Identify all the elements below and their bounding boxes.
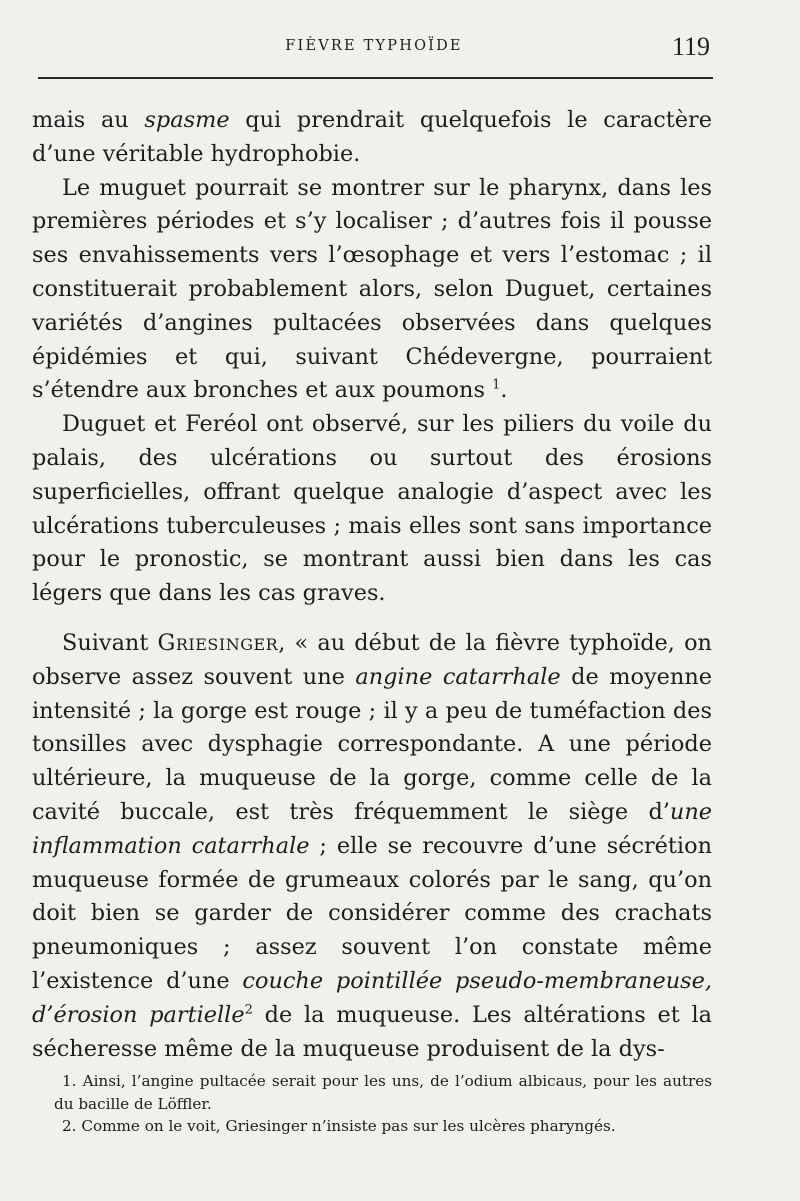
paragraph-1 xyxy=(32,104,712,172)
footnote-2: 2. Comme on le voit, Griesinger n’insiste pas sur les ulcères pharyngés. xyxy=(62,1117,616,1135)
text-run: qui prendrait quelquefois le caractère d’une véritable hydrophobie. xyxy=(32,107,712,167)
text-run: Duguet et Feréol ont observé, sur les piliers du voile du palais, des ulcérations ou surtout des érosions superficielles, offrant quelque analogie d’aspect avec les ulcérations tuberculeuses ; mais elles sont sans importance pour le pronostic, se montrant aussi bien dans les cas légers que dans les cas graves. xyxy=(32,411,712,607)
paragraph-3 xyxy=(32,408,712,611)
running-title: FIÈVRE TYPHOÏDE xyxy=(285,38,463,54)
footnote-1: 1. Ainsi, l’angine pultacée serait pour les uns, de l’odium albicaus, pour les autres du bacille de Löffler. xyxy=(54,1072,712,1113)
main-text xyxy=(32,104,712,1066)
italic-text: couche pointillée pseudo-membraneuse, d’érosion partielle xyxy=(32,967,712,1028)
author-name: Griesinger xyxy=(157,629,279,656)
text-run: ; elle se recouvre d’une sécrétion muqueuse formée de grumeaux colorés par le sang, qu’on doit bien se garder de considérer comme des crachats pneumoniques ; assez souvent l’on constate même l’existence d’une xyxy=(32,832,712,994)
paragraph-4 xyxy=(32,627,712,1066)
footnote-ref-2: 2 xyxy=(244,1002,253,1018)
italic-text: spasme xyxy=(144,107,230,133)
footnote-ref-1: 1 xyxy=(492,377,501,393)
text-run: Le muguet pourrait se montrer sur le pharynx, dans les premières périodes et s’y localiser ; d’autres fois il pousse ses envahissements vers l’œsophage et vers l’estomac ; il constituerait probablement alors, selon Duguet, certaines variétés d’angines pultacées observées dans quelques épidémies et qui, suivant Chédevergne, pourraient s’étendre aux bronches et aux poumons xyxy=(32,174,712,404)
footnotes xyxy=(54,1070,712,1138)
text-run: mais au xyxy=(32,107,145,133)
text-run: Suivant xyxy=(62,629,158,656)
page-header xyxy=(38,32,710,66)
header-rule xyxy=(38,77,713,79)
page-number: 119 xyxy=(671,32,710,61)
italic-text: une inflammation catarrhale xyxy=(32,798,712,859)
text-run: , « au début de la fièvre typhoïde, on observe assez souvent une xyxy=(32,629,712,690)
paragraph-2 xyxy=(32,172,712,409)
text-run: de la muqueuse. Les altérations et la sécheresse même de la muqueuse produisent de la dys- xyxy=(32,1001,712,1062)
text-run: de moyenne intensité ; la gorge est rouge ; il y a peu de tuméfaction des tonsilles avec dysphagie correspondante. A une période ultérieure, la muqueuse de la gorge, comme celle de la cavité buccale, est très fréquemment le siège d’ xyxy=(32,663,712,825)
text-run: . xyxy=(500,377,508,404)
italic-text: angine catarrhale xyxy=(355,663,561,690)
